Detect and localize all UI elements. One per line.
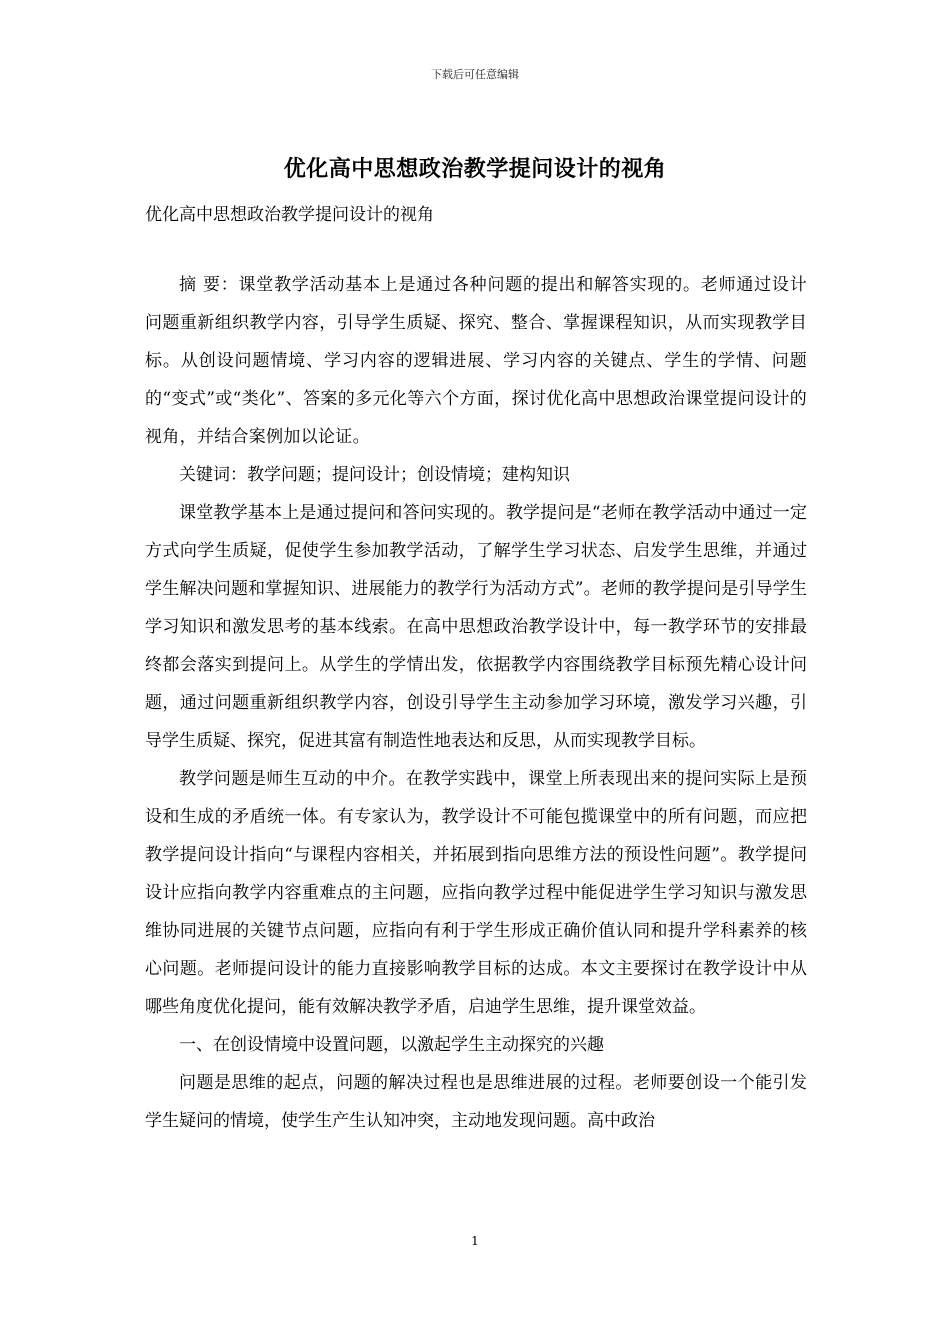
- body-paragraph: 课堂教学基本上是通过提问和答问实现的。教学提问是“老师在教学活动中通过一定方式向学生质疑，促使学生参加教学活动，了解学生学习状态、启发学生思维，并通过学生解决问题和掌握知识、进展能力的教学行为活动方式”。老师的教学提问是引导学生学习知识和激发思考的基本线索。在高中思想政治教学设计中，每一教学环节的安排最终都会落实到提问上。从学生的学情出发，依据教学内容围绕教学目标预先精心设计问题，通过问题重新组织教学内容，创设引导学生主动参加学习环境，激发学习兴趣，引导学生质疑、探究，促进其富有制造性地表达和反思，从而实现教学目标。: [145, 503, 807, 751]
- header-note: 下载后可任意编辑: [431, 68, 519, 81]
- keywords-paragraph: 关键词：教学问题；提问设计；创设情境；建构知识: [179, 465, 570, 485]
- document-title: 优化高中思想政治教学提问设计的视角: [283, 156, 667, 182]
- document-subtitle: 优化高中思想政治教学提问设计的视角: [145, 205, 434, 225]
- document-body: [145, 266, 807, 1140]
- body-paragraph: 问题是思维的起点，问题的解决过程也是思维进展的过程。老师要创设一个能引发学生疑问的情境，使学生产生认知冲突，主动地发现问题。高中政治: [145, 1073, 807, 1131]
- section-heading: 一、在创设情境中设置问题，以激起学生主动探究的兴趣: [179, 1035, 604, 1055]
- page-number: 1: [471, 1234, 479, 1248]
- abstract-paragraph: 摘 要：课堂教学活动基本上是通过各种问题的提出和解答实现的。老师通过设计问题重新组织教学内容，引导学生质疑、探究、整合、掌握课程知识，从而实现教学目标。从创设问题情境、学习内容的逻辑进展、学习内容的关键点、学生的学情、问题的“变式”或“类化”、答案的多元化等六个方面，探讨优化高中思想政治课堂提问设计的视角，并结合案例加以论证。: [145, 275, 807, 447]
- body-paragraph: 教学问题是师生互动的中介。在教学实践中，课堂上所表现出来的提问实际上是预设和生成的矛盾统一体。有专家认为，教学设计不可能包揽课堂中的所有问题，而应把教学提问设计指向“与课程内容相关，并拓展到指向思维方法的预设性问题”。教学提问设计应指向教学内容重难点的主问题，应指向教学过程中能促进学生学习知识与激发思维协同进展的关键节点问题，应指向有利于学生形成正确价值认同和提升学科素养的核心问题。老师提问设计的能力直接影响教学目标的达成。本文主要探讨在教学设计中从哪些角度优化提问，能有效解决教学矛盾，启迪学生思维，提升课堂效益。: [145, 769, 807, 1017]
